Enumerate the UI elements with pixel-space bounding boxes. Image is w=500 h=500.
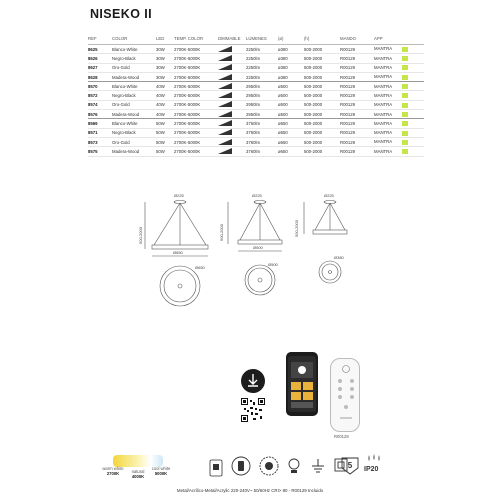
app-badge-icon [402, 75, 408, 80]
footer-text: Metal/Acrílico-Metal/Acrylic 220-240V~ 50/60Hz CRI> 80 - R00129 Incluido [176, 488, 324, 493]
cell-lumens: 2250lm [246, 72, 278, 81]
cool-white-name: cool white [151, 466, 171, 471]
dimmable-icon [218, 54, 246, 63]
cell-temp: 2700K-5000K [174, 91, 218, 100]
cell-led: 30W [156, 72, 174, 81]
app-name: MANTRA [374, 65, 393, 71]
cell-lumens: 2950lm [246, 91, 278, 100]
cell-color: Madera-Wood [112, 72, 156, 81]
ip-rating-icon [364, 453, 384, 465]
small-top-dia: Ø225 [324, 193, 334, 198]
large-top-dia: Ø225 [174, 193, 184, 198]
table-row [88, 91, 424, 100]
header-lumens: LÚMENES [246, 36, 278, 45]
cell-h: 500-2000 [304, 110, 340, 119]
drawing-small [300, 190, 380, 310]
table-row [88, 119, 424, 128]
header-led: LED [156, 36, 174, 45]
medium-plan-dia: Ø500 [268, 262, 278, 267]
dimmable-icon [218, 63, 246, 72]
cell-dia: ø380 [278, 45, 304, 54]
app-name: MANTRA [374, 46, 393, 52]
cell-ref: 8569 [88, 119, 112, 128]
cell-dia: ø380 [278, 72, 304, 81]
cell-h: 500-2000 [304, 119, 340, 128]
cell-dia: ø650 [278, 128, 304, 137]
table-row [88, 147, 424, 156]
app-name: MANTRA [374, 111, 393, 117]
large-plan-dia: Ø650 [195, 265, 205, 270]
cell-lumens: 2250lm [246, 63, 278, 72]
cell-dia: ø500 [278, 91, 304, 100]
cell-mando: R00129 [340, 63, 374, 72]
natural-name: natural [131, 469, 145, 474]
cell-temp: 2700K-5000K [174, 119, 218, 128]
medium-height: 500-2000 [218, 224, 224, 241]
cell-led: 50W [156, 137, 174, 146]
table-row [88, 110, 424, 119]
switch-icon [207, 458, 225, 478]
cell-temp: 2700K-5000K [174, 137, 218, 146]
cell-ref: 8573 [88, 137, 112, 146]
cell-led: 40W [156, 82, 174, 91]
cell-mando: R00129 [340, 119, 374, 128]
cell-dia: ø500 [278, 100, 304, 109]
cell-mando: R00129 [340, 45, 374, 54]
natural-value: 4000K [131, 474, 145, 479]
dimmable-icon [218, 119, 246, 128]
table-row [88, 45, 424, 54]
cell-lumens: 2950lm [246, 100, 278, 109]
cell-dia: ø500 [278, 110, 304, 119]
cell-dia: ø650 [278, 147, 304, 156]
table-row [88, 128, 424, 137]
cell-color: Negro-Black [112, 128, 156, 137]
cell-lumens: 2950lm [246, 110, 278, 119]
cell-h: 500-2000 [304, 137, 340, 146]
cell-temp: 2700K-5000K [174, 63, 218, 72]
cool-white-value: 5000K [154, 471, 168, 476]
warm-white-value: 2700K [106, 471, 120, 476]
cell-color: Oro-Gold [112, 137, 156, 146]
app-name: MANTRA [374, 83, 393, 89]
remote-label: R00129 [334, 434, 349, 439]
medium-top-dia: Ø225 [252, 193, 262, 198]
cell-lumens: 2250lm [246, 45, 278, 54]
cell-ref: 8574 [88, 100, 112, 109]
app-badge-icon [402, 149, 408, 154]
cell-mando: R00129 [340, 128, 374, 137]
app-name: MANTRA [374, 120, 393, 126]
cell-h: 500-2000 [304, 72, 340, 81]
cell-ref: 8572 [88, 91, 112, 100]
app-badge-icon [402, 84, 408, 89]
cell-temp: 2700K-5000K [174, 45, 218, 54]
small-plan-dia: Ø380 [334, 255, 344, 260]
cell-temp: 2700K-5000K [174, 72, 218, 81]
table-row [88, 82, 424, 91]
large-height: 500-2000 [137, 227, 143, 244]
cell-mando: R00129 [340, 137, 374, 146]
cell-color: Oro-Gold [112, 63, 156, 72]
header-temp: TEMP. COLOR [174, 36, 218, 45]
cell-ref: 8627 [88, 63, 112, 72]
cell-color: Madera-Wood [112, 147, 156, 156]
spec-table-header [88, 36, 424, 45]
dimmable-icon [218, 110, 246, 119]
cell-color: Oro-Gold [112, 100, 156, 109]
page-title: NISEKO II [90, 7, 152, 21]
header-diameter: (ø) [278, 36, 304, 45]
cell-dia: ø650 [278, 119, 304, 128]
app-badge-icon [402, 65, 408, 70]
cell-led: 40W [156, 110, 174, 119]
cell-h: 500-2000 [304, 147, 340, 156]
cell-mando: R00129 [340, 110, 374, 119]
phone-app-image [286, 352, 318, 416]
cell-color: Blanco-White [112, 119, 156, 128]
header-height: (h) [304, 36, 340, 45]
cell-led: 50W [156, 119, 174, 128]
cell-ref: 8626 [88, 54, 112, 63]
app-name: MANTRA [374, 55, 393, 61]
cell-ref: 8575 [88, 147, 112, 156]
cell-ref: 8576 [88, 110, 112, 119]
cell-app [374, 72, 424, 81]
app-name: MANTRA [374, 148, 393, 154]
header-dimmable: DIMMABLE [218, 36, 246, 45]
app-badge-icon [402, 140, 408, 145]
cell-ref: 8625 [88, 45, 112, 54]
cell-lumens: 2950lm [246, 82, 278, 91]
header-ref: REF [88, 36, 112, 45]
cell-h: 500-2000 [304, 91, 340, 100]
five-year-warranty-icon [339, 454, 361, 476]
cell-led: 50W [156, 128, 174, 137]
drawing-medium [220, 190, 300, 310]
cell-dia: ø650 [278, 137, 304, 146]
app-name: MANTRA [374, 139, 393, 145]
cell-app [374, 63, 424, 72]
cell-lumens: 3760lm [246, 119, 278, 128]
app-name: MANTRA [374, 130, 393, 136]
cell-temp: 2700K-5000K [174, 100, 218, 109]
cell-dia: ø500 [278, 82, 304, 91]
cell-led: 50W [156, 147, 174, 156]
cell-dia: ø380 [278, 63, 304, 72]
cell-mando: R00129 [340, 72, 374, 81]
cell-led: 30W [156, 54, 174, 63]
cell-app [374, 100, 424, 109]
cool-white-label [148, 466, 174, 476]
cell-mando: R00129 [340, 82, 374, 91]
ground-icon [310, 457, 326, 475]
cell-h: 500-2000 [304, 54, 340, 63]
cell-color: Blanco-White [112, 45, 156, 54]
cell-h: 500-2000 [304, 128, 340, 137]
cell-ref: 8571 [88, 128, 112, 137]
app-name: MANTRA [374, 74, 393, 80]
cell-color: Negro-Black [112, 54, 156, 63]
app-name: MANTRA [374, 102, 393, 108]
remote-control-icon [230, 455, 252, 477]
download-app-icon [240, 368, 266, 394]
dimmable-icon [218, 72, 246, 81]
cell-h: 500-2000 [304, 100, 340, 109]
header-mando: MANDO [340, 36, 374, 45]
warm-white-name: warm white [102, 466, 124, 471]
cell-mando: R00129 [340, 100, 374, 109]
header-color: COLOR [112, 36, 156, 45]
cell-temp: 2700K-5000K [174, 82, 218, 91]
cell-mando: R00129 [340, 54, 374, 63]
app-badge-icon [402, 103, 408, 108]
remote-control-image [330, 358, 360, 432]
cell-led: 30W [156, 45, 174, 54]
table-row [88, 100, 424, 109]
qr-code-icon [241, 398, 265, 422]
cell-temp: 2700K-5000K [174, 128, 218, 137]
app-badge-icon [402, 93, 408, 98]
cell-color: Madera-Wood [112, 110, 156, 119]
cell-led: 40W [156, 91, 174, 100]
cell-lumens: 3760lm [246, 137, 278, 146]
cell-app [374, 128, 424, 137]
cell-temp: 2700K-5000K [174, 147, 218, 156]
cell-app [374, 137, 424, 146]
cell-mando: R00129 [340, 91, 374, 100]
cell-app [374, 54, 424, 63]
cell-h: 500-2000 [304, 63, 340, 72]
cell-app [374, 82, 424, 91]
cell-led: 40W [156, 100, 174, 109]
table-row [88, 137, 424, 146]
cell-mando: R00129 [340, 147, 374, 156]
app-badge-icon [402, 121, 408, 126]
cell-ref: 8570 [88, 82, 112, 91]
cell-ref: 8628 [88, 72, 112, 81]
dimmable-icon [218, 128, 246, 137]
table-row [88, 63, 424, 72]
cell-lumens: 2250lm [246, 54, 278, 63]
small-height: 500-2000 [293, 220, 299, 237]
app-name: MANTRA [374, 92, 393, 98]
table-row [88, 72, 424, 81]
cell-h: 500-2000 [304, 82, 340, 91]
led-warranty-icon [258, 455, 280, 477]
cell-app [374, 147, 424, 156]
dimmable-icon [218, 137, 246, 146]
large-width: Ø650 [173, 250, 183, 255]
app-badge-icon [402, 56, 408, 61]
dimmable-icon [218, 91, 246, 100]
cell-led: 30W [156, 63, 174, 72]
spec-table [88, 36, 424, 157]
medium-width: Ø500 [253, 245, 263, 250]
warm-white-label [100, 466, 126, 476]
cell-color: Negro-Black [112, 91, 156, 100]
spec-table-body [88, 45, 424, 157]
dimmable-icon [218, 100, 246, 109]
svg-text:5: 5 [347, 461, 353, 470]
app-badge-icon [402, 131, 408, 136]
table-row [88, 54, 424, 63]
ip-rating: IP20 [364, 466, 379, 473]
app-badge-icon [402, 112, 408, 117]
cell-dia: ø380 [278, 54, 304, 63]
cell-temp: 2700K-5000K [174, 54, 218, 63]
app-badge-icon [402, 47, 408, 52]
dimmable-icon [218, 82, 246, 91]
cell-app [374, 110, 424, 119]
cell-app [374, 91, 424, 100]
cell-app [374, 119, 424, 128]
cell-h: 500-2000 [304, 45, 340, 54]
dimmable-icon [218, 45, 246, 54]
cell-temp: 2700K-5000K [174, 110, 218, 119]
cell-lumens: 3760lm [246, 147, 278, 156]
header-app: APP [374, 36, 424, 45]
cell-lumens: 3760lm [246, 128, 278, 137]
dimmable-icon [218, 147, 246, 156]
cell-color: Blanco-White [112, 82, 156, 91]
cell-app [374, 45, 424, 54]
dimmable-icon [284, 455, 304, 477]
